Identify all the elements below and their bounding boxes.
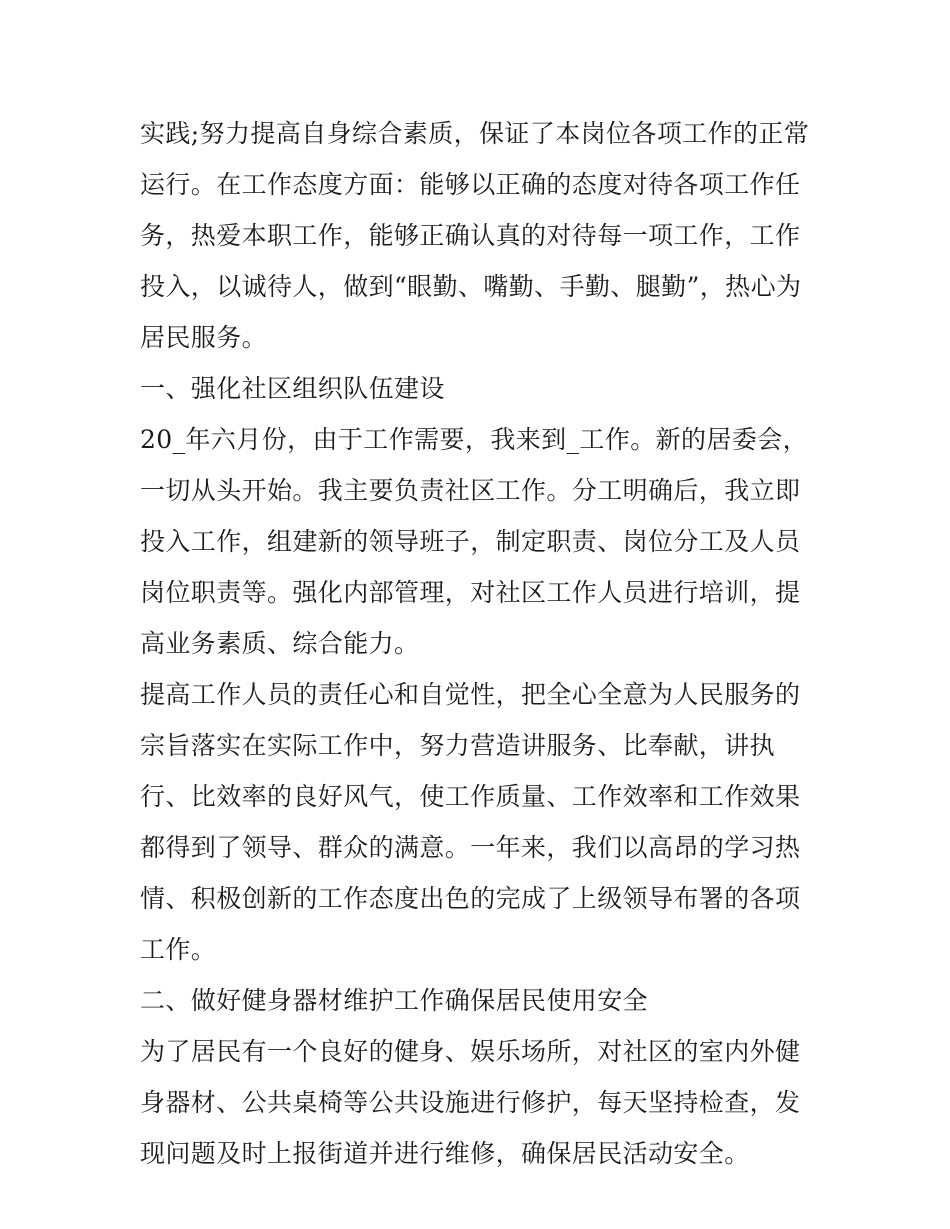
paragraph-equipment-maintenance: 为了居民有一个良好的健身、娱乐场所，对社区的室内外健身器材、公共桌椅等公共设施进行修护，每天坚持检查，发现问题及时上报街道并进行维修，确保居民活动安全。 <box>140 1037 801 1168</box>
paragraph-new-committee: 20_年六月份，由于工作需要，我来到_工作。新的居委会，一切从头开始。我主要负责社区工作。分工明确后，我立即投入工作，组建新的领导班子，制定职责、岗位分工及人员岗位职责等。强化内部管理，对社区工作人员进行培训，提高业务素质、综合能力。 <box>140 425 809 658</box>
section-heading-fitness-equipment: 二、做好健身器材维护工作确保居民使用安全 <box>140 986 649 1015</box>
paragraph-work-attitude: 实践;努力提高自身综合素质，保证了本岗位各项工作的正常运行。在工作态度方面：能够以正确的态度对待各项工作任务，热爱本职工作，能够正确认真的对待每一项工作，工作投入，以诚待人，做到“眼勤、嘴勤、手勤、腿勤”，热心为居民服务。 <box>140 119 810 352</box>
document-body <box>140 108 820 1179</box>
paragraph-responsibility: 提高工作人员的责任心和自觉性，把全心全意为人民服务的宗旨落实在实际工作中，努力营造讲服务、比奉献，讲执行、比效率的良好风气，使工作质量、工作效率和工作效果都得到了领导、群众的满意。一年来，我们以高昂的学习热情、积极创新的工作态度出色的完成了上级领导布署的各项工作。 <box>140 680 801 964</box>
section-heading-organization: 一、强化社区组织队伍建设 <box>140 374 445 403</box>
